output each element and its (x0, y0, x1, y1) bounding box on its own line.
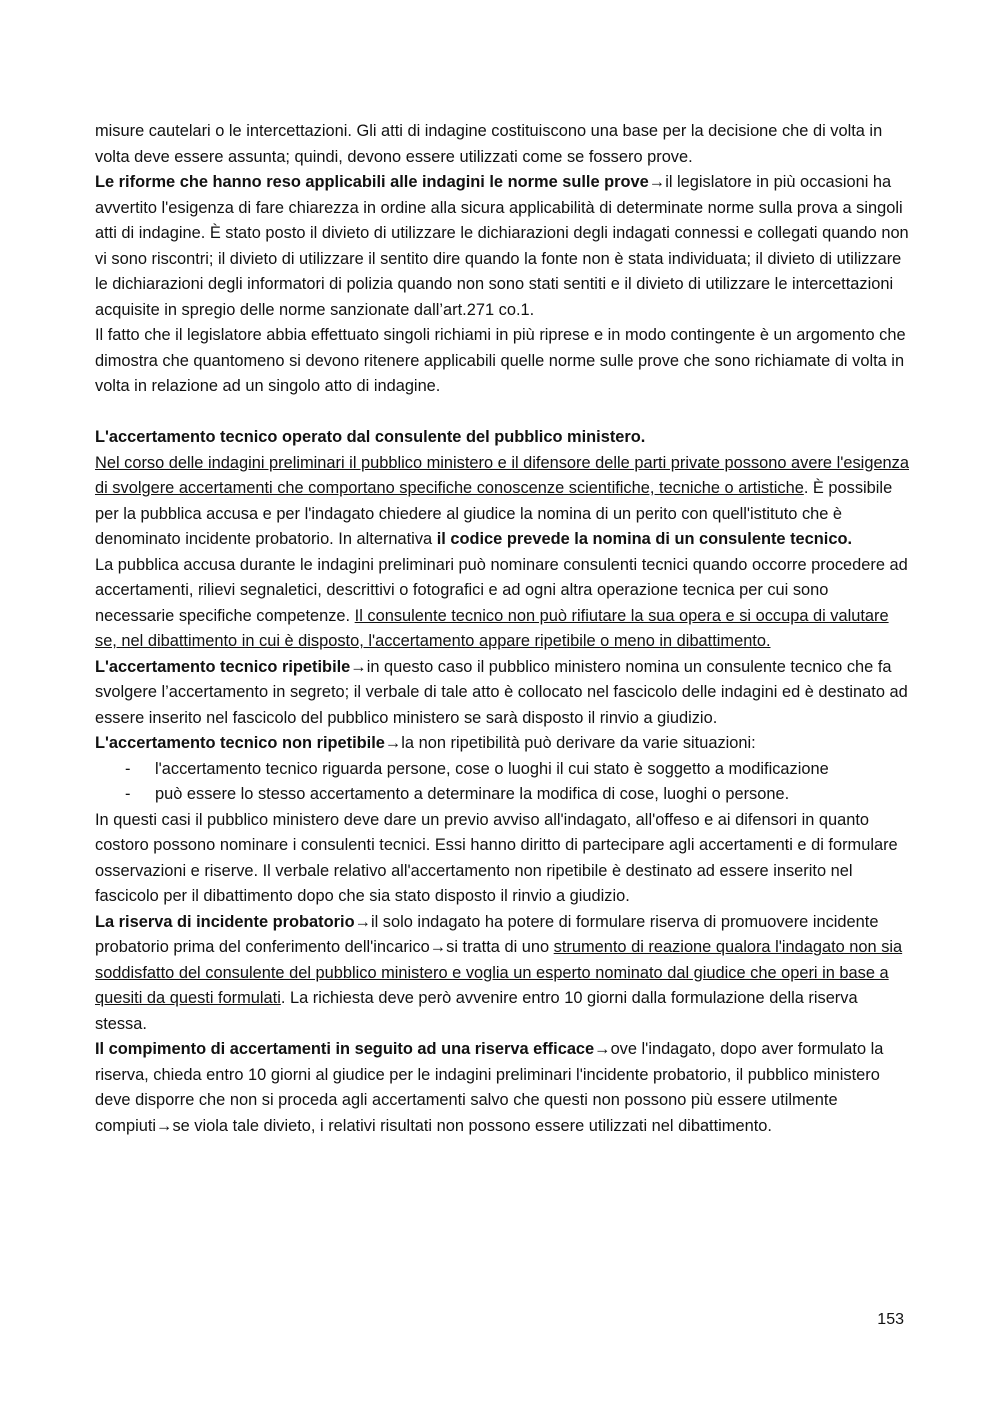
arrow-right-icon: → (429, 938, 447, 956)
paragraph-consulenti-tecnici: La pubblica accusa durante le indagini preliminari può nominare consulenti tecnici quando occorre procedere ad accertamenti, rilievi segnaletici, descrittivi o fotografici e ad ogni altra operazione tecnica per cui sono necessarie specifiche competenze. Il consulente tecnico non può rifiutare la sua opera e si occupa di valutare se, nel dibattimento in cui è disposto, l'accertamento appare ripetibile o meno in dibattimento. (95, 555, 908, 650)
arrow-right-icon: → (594, 1040, 611, 1058)
paragraph-avviso: In questi casi il pubblico ministero deve dare un previo avviso all'indagato, all'offeso e ai difensori in quanto costoro possono nominare i consulenti tecnici. Essi hanno diritto di partecipare agli accertamenti e di formulare osservazioni e riserve. Il verbale relativo all'accertamento non ripetibile è destinato ad essere inserito nel fascicolo per il dibattimento dopo che sia stato disposto il rinvio a giudizio. (95, 810, 898, 905)
paragraph-compimento-accertamenti: Il compimento di accertamenti in seguito ad una riserva efficace→ove l'indagato, dopo aver formulato la riserva, chieda entro 10 giorni al giudice per le indagini preliminari l'incidente probatorio, il pubblico ministero deve disporre che non si proceda agli accertamenti salvo che questi non possono più essere utilmente compiuti→se viola tale divieto, i relativi risultati non possono essere utilizzati nel dibattimento. (95, 1040, 884, 1135)
section-title-accertamento: L'accertamento tecnico operato dal consulente del pubblico ministero. (95, 428, 646, 446)
paragraph-riforme: Le riforme che hanno reso applicabili alle indagini le norme sulle prove→il legislatore in più occasioni ha avvertito l'esigenza di fare chiarezza in ordine alla sicura applicabilità di determinate norme sulla prova a singoli atti di indagine. È stato posto il divieto di utilizzare le dichiarazioni degli indagati connessi e collegati quando non vi sono riscontri; il divieto di utilizzare il sentito dire quando la fonte non è stata individuata; il divieto di utilizzare le dichiarazioni degli informatori di polizia quando non sono stati sentiti e il divieto di utilizzare le intercettazioni acquisite in spregio delle norme sanzionate dall’art.271 co.1. (95, 173, 909, 319)
heading-compimento: Il compimento di accertamenti in seguito ad una riserva efficace (95, 1040, 595, 1058)
heading-non-ripetibile: L'accertamento tecnico non ripetibile (95, 734, 385, 752)
paragraph-accertamento-ripetibile: L'accertamento tecnico ripetibile→in questo caso il pubblico ministero nomina un consulente tecnico che fa svolgere l’accertamento in segreto; il verbale di tale atto è collocato nel fascicolo delle indagini ed è destinato ad essere inserito nel fascicolo del pubblico ministero se sarà disposto il rinvio a giudizio. (95, 657, 908, 727)
arrow-right-icon: → (648, 173, 666, 191)
arrow-right-icon: → (354, 912, 371, 931)
paragraph-accertamento-non-ripetibile: L'accertamento tecnico non ripetibile→la non ripetibilità può derivare da varie situazioni: (95, 734, 756, 752)
blank-line (95, 400, 910, 426)
page-number: 153 (877, 1311, 904, 1328)
list-item: - può essere lo stesso accertamento a determinare la modifica di cose, luoghi o persone. (125, 782, 910, 808)
paragraph-accertamenti-indagini: Nel corso delle indagini preliminari il pubblico ministero e il difensore delle parti private possono avere l'esigenza di svolgere accertamenti che comportano specifiche conoscenze scientifiche, tecniche o artistiche. È possibile per la pubblica accusa e per l'indagato chiedere al giudice la nomina di un perito con quell'istituto che è denominato incidente probatorio. In alternativa il codice prevede la nomina di un consulente tecnico. (95, 453, 909, 548)
situations-list (95, 757, 910, 808)
paragraph-atti-indagine: misure cautelari o le intercettazioni. Gli atti di indagine costituiscono una base per la decisione che di volta in volta deve essere assunta; quindi, devono essere utilizzati come se fossero prove. (95, 122, 883, 166)
heading-ripetibile: L'accertamento tecnico ripetibile (95, 657, 351, 676)
paragraph-richiami: Il fatto che il legislatore abbia effettuato singoli richiami in più riprese e in modo contingente è un argomento che dimostra che quantomeno si devono ritenere applicabili quelle norme sulle prove che sono richiamate di volta in volta in relazione ad un singolo atto di indagine. (95, 326, 906, 395)
arrow-right-icon: → (350, 657, 367, 676)
heading-riforme: Le riforme che hanno reso applicabili alle indagini le norme sulle prove (95, 173, 649, 191)
page-body (95, 119, 910, 1139)
paragraph-riserva-incidente: La riserva di incidente probatorio→il solo indagato ha potere di formulare riserva di promuovere incidente probatorio prima del conferimento dell'incarico→si tratta di uno strumento di reazione qualora l'indagato non sia soddisfatto del consulente del pubblico ministero e voglia un esperto nominato dal giudice che operi in base a quesiti da questi formulati. La richiesta deve però avvenire entro 10 giorni dalla formulazione della riserva stessa. (95, 912, 903, 1033)
list-item: - l'accertamento tecnico riguarda persone, cose o luoghi il cui stato è soggetto a modificazione (125, 757, 910, 783)
heading-riserva: La riserva di incidente probatorio (95, 912, 355, 931)
arrow-right-icon: → (156, 1116, 173, 1135)
arrow-right-icon: → (384, 734, 402, 752)
